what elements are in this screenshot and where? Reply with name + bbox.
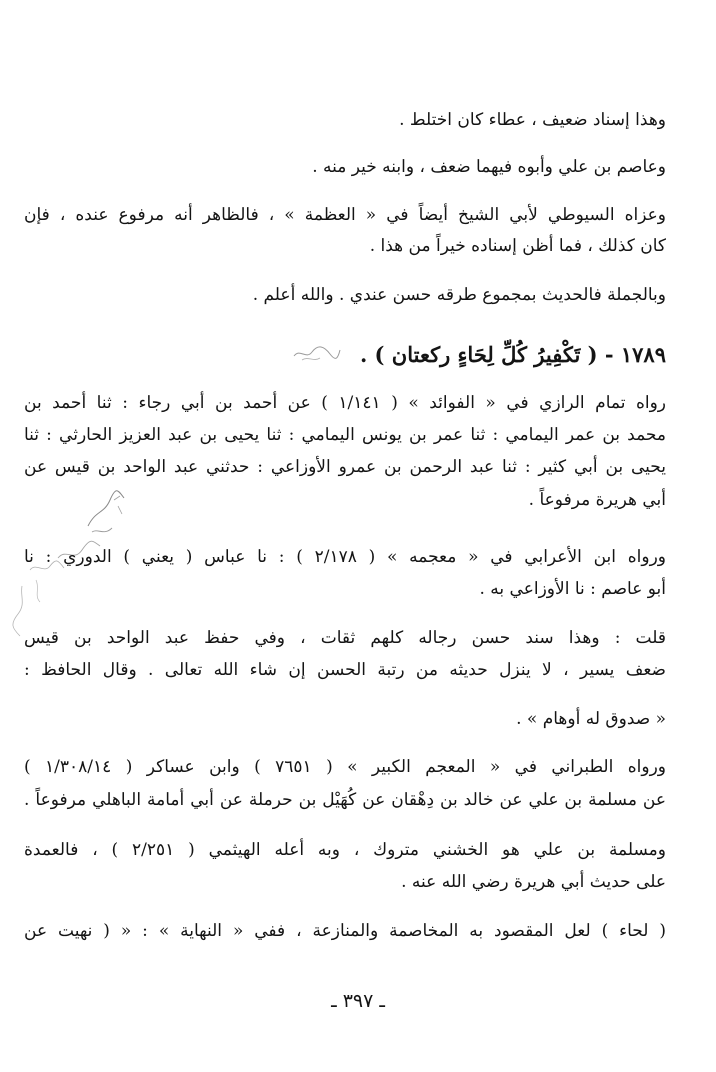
heading-scribble xyxy=(292,342,342,364)
body-line: محمد بن عمر اليمامي : ثنا عمر بن يونس اليمامي : ثنا يحيى بن عبد العزيز الحارثي : ثنا xyxy=(24,425,666,445)
body-line: « صدوق له أوهام » . xyxy=(516,709,666,729)
body-line: على حديث أبي هريرة رضي الله عنه . xyxy=(401,872,666,892)
paragraph-suyuti-line-1: وعزاه السيوطي لأبي الشيخ أيضاً في « العظمة » ، فالظاهر أنه مرفوع عنده ، فإن xyxy=(24,205,666,225)
paragraph-suyuti-line-2: كان كذلك ، فما أظن إسناده خيراً من هذا . xyxy=(369,236,666,256)
paragraph-asim-note: وعاصم بن علي وأبوه فيهما ضعف ، وابنه خير منه . xyxy=(312,157,666,177)
body-line: أبي هريرة مرفوعاً . xyxy=(528,490,666,510)
body-line: ومسلمة بن علي هو الخشني متروك ، وبه أعله الهيثمي ( ٢/٢٥١ ) ، فالعمدة xyxy=(24,840,666,860)
body-line: ( لحاء ) لعل المقصود به المخاصمة والمنازعة ، ففي « النهاية » : « ( نهيت عن xyxy=(24,921,666,941)
body-line: ورواه ابن الأعرابي في « معجمه » ( ٢/١٧٨ ) : نا عباس ( يعني ) الدوري : نا xyxy=(24,547,667,567)
body-line: عن مسلمة بن علي عن خالد بن دِهْقان عن كُهَيْل بن حرملة عن أبي أمامة الباهلي مرفوعاً . xyxy=(24,790,666,810)
paragraph-conclusion: وبالجملة فالحديث بمجموع طرقه حسن عندي . والله أعلم . xyxy=(252,285,666,305)
body-line: يحيى بن أبي كثير : ثنا عبد الرحمن بن عمرو الأوزاعي : حدثني عبد الواحد بن قيس عن xyxy=(24,457,666,477)
body-line: قلت : وهذا سند حسن رجاله كلهم ثقات ، وفي حفظ عبد الواحد بن قيس xyxy=(24,628,666,648)
body-line: أبو عاصم : نا الأوزاعي به . xyxy=(479,579,666,599)
body-line: ضعف يسير ، لا ينزل حديثه من رتبة الحسن إن شاء الله تعالى . وقال الحافظ : xyxy=(24,660,666,680)
body-line: ورواه الطبراني في « المعجم الكبير » ( ٧٦٥١ ) وابن عساكر ( ١/٣٠٨/١٤ ) xyxy=(24,757,666,777)
page-number: ـ ٣٩٧ ـ xyxy=(331,990,385,1012)
paragraph-weak-chain: وهذا إسناد ضعيف ، عطاء كان اختلط . xyxy=(399,110,666,130)
hadith-heading: ١٧٨٩ - ( تَكْفِيرُ كُلِّ لِحَاءٍ ركعتان ) . xyxy=(359,342,666,367)
body-line: رواه تمام الرازي في « الفوائد » ( ١/١٤١ ) عن أحمد بن أبي رجاء : ثنا أحمد بن xyxy=(24,393,666,413)
